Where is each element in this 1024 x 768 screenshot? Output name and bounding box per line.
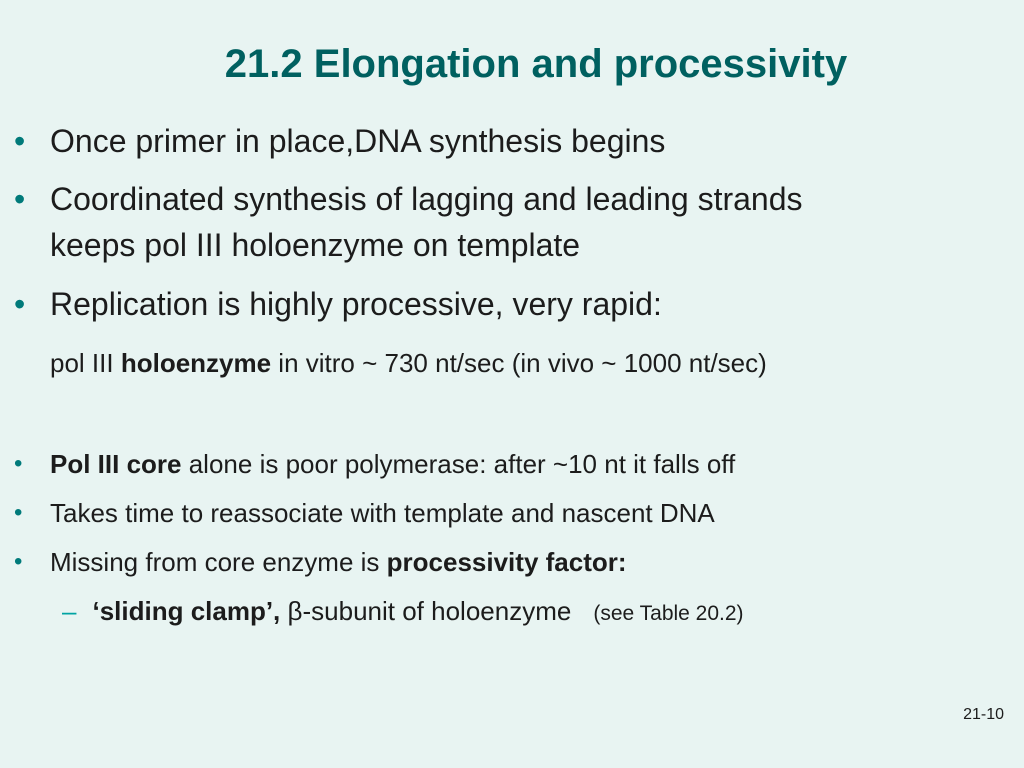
missing-bold: processivity factor: — [386, 547, 627, 577]
bullet-text — [50, 544, 627, 580]
bullet-text: Replication is highly processive, very rapid: — [50, 286, 662, 322]
sub-bullet-dash: – — [62, 596, 77, 626]
bullet-text-line-1: Coordinated synthesis of lagging and leading strands — [50, 181, 803, 217]
rate-prefix: pol III — [50, 348, 121, 378]
bullet-primer — [14, 118, 665, 164]
sliding-clamp-bold: ‘sliding clamp’, — [92, 596, 281, 626]
bullet-processive — [14, 281, 662, 327]
bullet-dot: • — [14, 286, 26, 322]
sub-bullet-sliding-clamp — [62, 593, 744, 632]
rate-suffix: in vitro ~ 730 nt/sec (in vivo ~ 1000 nt/sec) — [271, 348, 767, 378]
core-text: alone is poor polymerase: after ~10 nt it falls off — [181, 449, 736, 479]
bullet-dot: • — [14, 450, 23, 477]
bullet-dot: • — [14, 123, 26, 159]
bullet-text-line-2: keeps pol III holoenzyme on template — [50, 227, 581, 263]
slide-title: 21.2 Elongation and processivity — [224, 42, 848, 86]
table-note: (see Table 20.2) — [593, 602, 744, 625]
rate-line — [50, 345, 767, 381]
page-number: 21-10 — [963, 706, 1004, 723]
bullet-dot: • — [14, 548, 23, 575]
bullet-reassociate — [14, 495, 715, 531]
core-bold: Pol III core — [50, 449, 182, 479]
bullet-dot: • — [14, 181, 26, 217]
missing-text: Missing from core enzyme is — [50, 547, 387, 577]
beta-symbol: β — [287, 596, 303, 626]
bullet-text — [50, 446, 735, 482]
bullet-text-block — [50, 176, 803, 268]
bullet-text: Once primer in place,DNA synthesis begins — [50, 123, 666, 159]
bullet-missing — [14, 544, 627, 580]
bullet-core — [14, 446, 735, 482]
bullet-coordinated — [14, 176, 803, 268]
subunit-text: -subunit of holoenzyme — [302, 596, 572, 626]
bullet-dot: • — [14, 499, 23, 526]
rate-bold: holoenzyme — [120, 348, 272, 378]
bullet-text: Takes time to reassociate with template and nascent DNA — [50, 498, 715, 528]
